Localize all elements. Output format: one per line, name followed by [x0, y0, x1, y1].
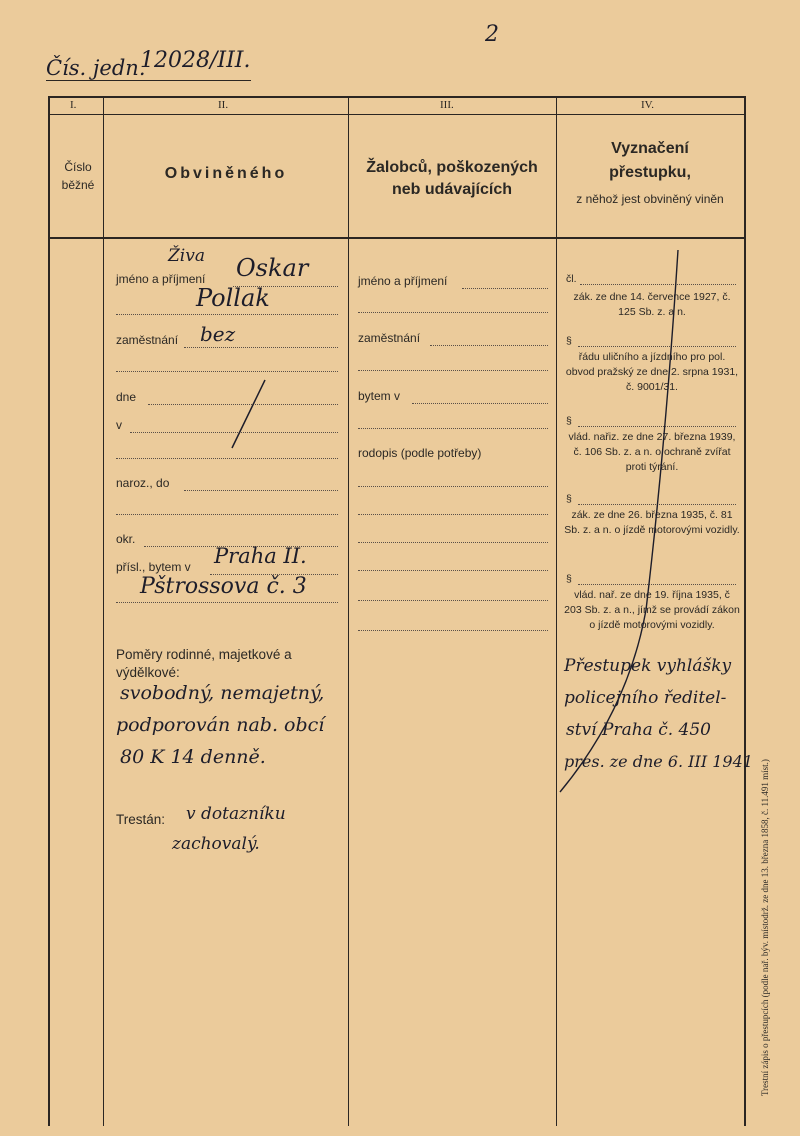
- family-line-2: podporován nab. obcí: [116, 714, 325, 736]
- section2-label: §: [566, 335, 572, 347]
- complainant-blank-line-5: [358, 514, 548, 515]
- col-divider-1: [103, 96, 104, 1126]
- section1-label: čl.: [566, 273, 577, 285]
- family-line-1: svobodný, nemajetný,: [120, 682, 325, 704]
- accused-place-label: v: [116, 418, 122, 432]
- accused-first-name: Oskar: [236, 254, 309, 282]
- section4-text: zák. ze dne 26. března 1935, č. 81 Sb. z. a n. o jízdě motorovými vozidly.: [564, 509, 740, 536]
- cis-jedn-underline: [46, 80, 251, 81]
- accused-name-label: jméno a příjmení: [116, 272, 206, 286]
- accused-date-label: dne: [116, 390, 137, 404]
- complainant-blank-line-6: [358, 542, 548, 543]
- section1-text: zák. ze dne 14. července 1927, č. 125 Sb. z. a n.: [573, 291, 731, 318]
- footer-vertical-text: Trestní zápis o přestupcích (podle nař. býv. místodrž. ze dne 13. března 1858, č. 11.491 míst.): [760, 759, 770, 1096]
- col1-title: Číslo běžné: [61, 160, 95, 192]
- pen-stroke: [556, 240, 686, 800]
- offence-note-line-4: pres. ze dne 6. III 1941: [564, 752, 753, 771]
- accused-blank-line-1: [116, 371, 338, 372]
- table-left-border: [48, 96, 50, 1126]
- accused-born-label: naroz., do: [116, 476, 170, 490]
- complainant-blank-line-7: [358, 570, 548, 571]
- table-top-border: [48, 96, 746, 98]
- section4-label: §: [566, 493, 572, 505]
- offence-note-line-1: Přestupek vyhlášky: [564, 656, 732, 676]
- accused-district-label: okr.: [116, 532, 136, 546]
- corner-mark: 2: [485, 22, 499, 47]
- name-written-above: Živa: [168, 246, 205, 266]
- section5-label: §: [566, 573, 572, 585]
- accused-occupation: bez: [200, 322, 236, 346]
- section3-text: vlád. nařiz. ze dne 27. března 1939, č. 106 Sb. z. a n. o ochraně zvířat proti týrání.: [568, 431, 736, 473]
- col2-number: II.: [218, 99, 229, 111]
- accused-occupation-line: [184, 347, 338, 348]
- table-num-row-border: [48, 114, 746, 115]
- punished-line-1: v dotazníku: [186, 804, 286, 824]
- col4-title-b: z něhož jest obviněný viněn: [576, 192, 724, 206]
- accused-blank-line-2: [116, 458, 338, 459]
- cis-jedn-value: 12028/III.: [140, 48, 251, 73]
- col2-title: Obviněného: [164, 165, 288, 182]
- table-header-border: [48, 237, 746, 239]
- complainant-name-line: [462, 288, 548, 289]
- table-right-border: [744, 96, 746, 1126]
- accused-surname-line: [116, 314, 338, 315]
- accused-date-stroke: [210, 378, 270, 458]
- col4-title-a: Vyznačení přestupku,: [609, 140, 691, 181]
- accused-street: Pštrossova č. 3: [140, 574, 307, 599]
- col4-number: IV.: [641, 99, 654, 111]
- offence-note-line-2: policejního ředitel-: [564, 688, 727, 708]
- col1-number: I.: [70, 99, 77, 111]
- complainant-residence-label: bytem v: [358, 389, 401, 403]
- complainant-blank-line-2: [358, 370, 548, 371]
- punished-line-2: zachovalý.: [172, 834, 260, 854]
- complainant-record-label: rodopis (podle potřeby): [358, 446, 482, 460]
- complainant-residence-line: [412, 403, 548, 404]
- complainant-occupation-line: [430, 345, 548, 346]
- col-divider-2: [348, 96, 349, 1126]
- section5-text: vlád. nař. ze dne 19. října 1935, č 203 Sb. z. a n., jímž se provádí zákon o jízdě motorovými vozidly.: [564, 589, 740, 631]
- complainant-blank-line-4: [358, 486, 548, 487]
- accused-blank-line-3: [116, 514, 338, 515]
- col3-title: Žalobců, poškozených neb udávajících: [366, 159, 538, 198]
- accused-domicile-label: přísl., bytem v: [116, 560, 191, 574]
- col3-number: III.: [440, 99, 454, 111]
- complainant-blank-line-1: [358, 312, 548, 313]
- complainant-blank-line-8: [358, 600, 548, 601]
- section3-label: §: [566, 415, 572, 427]
- offence-note-line-3: ství Praha č. 450: [566, 720, 711, 740]
- accused-surname: Pollak: [196, 284, 270, 312]
- complainant-blank-line-3: [358, 428, 548, 429]
- complainant-occupation-label: zaměstnání: [358, 331, 421, 345]
- section2-text: řádu uličního a jízdního pro pol. obvod pražský ze dne 2. srpna 1931, č. 9001/31.: [565, 351, 739, 393]
- complainant-name-label: jméno a příjmení: [358, 274, 448, 288]
- accused-occupation-label: zaměstnání: [116, 333, 179, 347]
- family-label: Poměry rodinné, majetkové a výdělkové:: [116, 647, 292, 680]
- family-line-3: 80 K 14 denně.: [120, 746, 266, 768]
- complainant-blank-line-9: [358, 630, 548, 631]
- accused-born-line: [184, 490, 338, 491]
- punished-label: Trestán:: [116, 812, 166, 827]
- accused-street-line: [116, 602, 338, 603]
- cis-jedn-label: Čís. jedn.: [46, 56, 146, 80]
- accused-domicile: Praha II.: [214, 544, 307, 568]
